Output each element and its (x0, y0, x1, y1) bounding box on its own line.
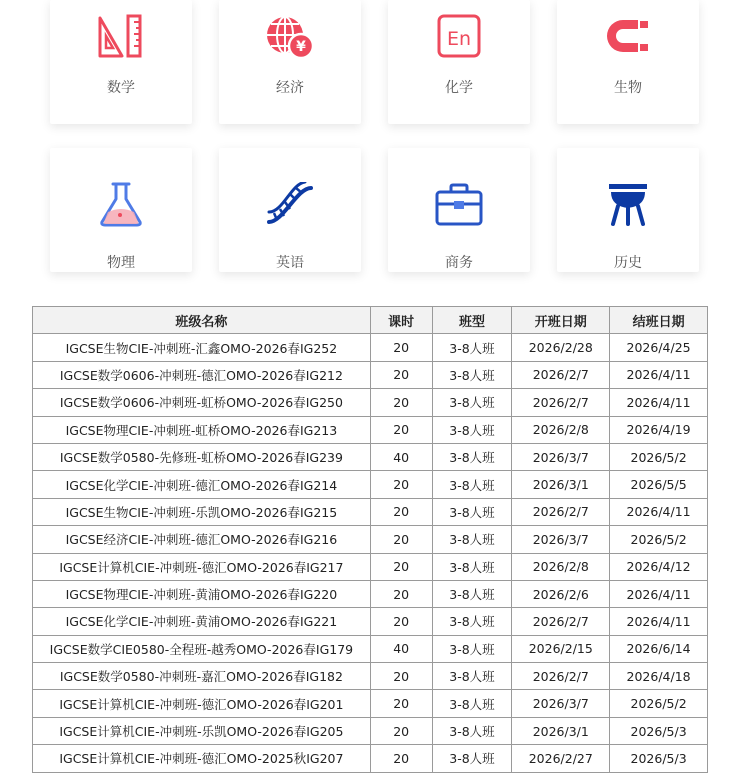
cell-start-date: 2026/3/7 (512, 690, 610, 717)
subject-label-chemistry: 化学 (445, 80, 473, 96)
cell-start-date: 2026/2/7 (512, 663, 610, 690)
cell-end-date: 2026/4/11 (610, 498, 708, 525)
cell-hours: 20 (370, 334, 432, 361)
table-row (33, 526, 708, 553)
cell-hours: 20 (370, 745, 432, 772)
subject-label-math: 数学 (107, 80, 135, 96)
cell-class-name: IGCSE数学0580-先修班-虹桥OMO-2026春IG239 (33, 443, 371, 470)
subject-label-economics: 经济 (276, 80, 304, 96)
cell-start-date: 2026/3/1 (512, 717, 610, 744)
subject-card-math[interactable] (50, 0, 192, 124)
table-row (33, 389, 708, 416)
table-row (33, 635, 708, 662)
cell-end-date: 2026/6/14 (610, 635, 708, 662)
cell-class-type: 3-8人班 (432, 635, 512, 662)
cell-class-name: IGCSE计算机CIE-冲刺班-德汇OMO-2025秋IG207 (33, 745, 371, 772)
subject-card-biology[interactable] (557, 0, 699, 124)
subject-card-economics[interactable] (219, 0, 361, 124)
element-en-icon (434, 14, 484, 60)
cell-end-date: 2026/5/2 (610, 526, 708, 553)
table-row (33, 334, 708, 361)
cell-start-date: 2026/2/8 (512, 416, 610, 443)
cell-class-type: 3-8人班 (432, 443, 512, 470)
table-body (33, 334, 708, 772)
subject-card-physics[interactable] (50, 148, 192, 272)
table-row (33, 471, 708, 498)
cell-hours: 20 (370, 608, 432, 635)
subject-label-business: 商务 (445, 255, 473, 271)
ding-vessel-icon (603, 182, 653, 228)
cell-hours: 20 (370, 663, 432, 690)
cell-class-type: 3-8人班 (432, 745, 512, 772)
cell-end-date: 2026/4/18 (610, 663, 708, 690)
dna-icon (265, 182, 315, 228)
cell-hours: 20 (370, 498, 432, 525)
cell-class-type: 3-8人班 (432, 526, 512, 553)
cell-class-name: IGCSE化学CIE-冲刺班-黄浦OMO-2026春IG221 (33, 608, 371, 635)
cell-class-type: 3-8人班 (432, 717, 512, 744)
cell-class-type: 3-8人班 (432, 553, 512, 580)
cell-hours: 20 (370, 717, 432, 744)
briefcase-icon (434, 182, 484, 228)
cell-hours: 20 (370, 526, 432, 553)
subject-label-biology: 生物 (614, 80, 642, 96)
cell-start-date: 2026/3/1 (512, 471, 610, 498)
subject-label-history: 历史 (614, 255, 642, 271)
cell-start-date: 2026/3/7 (512, 443, 610, 470)
cell-start-date: 2026/2/27 (512, 745, 610, 772)
svg-text:¥: ¥ (296, 39, 306, 55)
cell-end-date: 2026/4/11 (610, 361, 708, 388)
cell-class-type: 3-8人班 (432, 498, 512, 525)
cell-end-date: 2026/4/19 (610, 416, 708, 443)
cell-hours: 20 (370, 580, 432, 607)
cell-class-type: 3-8人班 (432, 471, 512, 498)
cell-start-date: 2026/3/7 (512, 526, 610, 553)
cell-end-date: 2026/4/12 (610, 553, 708, 580)
svg-text:En: En (446, 28, 472, 50)
cell-class-type: 3-8人班 (432, 690, 512, 717)
cell-end-date: 2026/5/3 (610, 717, 708, 744)
subject-label-english: 英语 (276, 255, 304, 271)
cell-class-name: IGCSE化学CIE-冲刺班-德汇OMO-2026春IG214 (33, 471, 371, 498)
cell-start-date: 2026/2/7 (512, 498, 610, 525)
cell-start-date: 2026/2/7 (512, 608, 610, 635)
table-row (33, 361, 708, 388)
cell-class-type: 3-8人班 (432, 663, 512, 690)
cell-end-date: 2026/4/25 (610, 334, 708, 361)
subject-card-history[interactable] (557, 148, 699, 272)
cell-class-name: IGCSE计算机CIE-冲刺班-德汇OMO-2026春IG201 (33, 690, 371, 717)
header-start-date: 开班日期 (512, 307, 610, 334)
cell-end-date: 2026/5/2 (610, 443, 708, 470)
table-header-row (33, 307, 708, 334)
cell-start-date: 2026/2/6 (512, 580, 610, 607)
table-row (33, 717, 708, 744)
cell-class-name: IGCSE计算机CIE-冲刺班-德汇OMO-2026春IG217 (33, 553, 371, 580)
class-schedule-table (32, 306, 708, 773)
cell-end-date: 2026/4/11 (610, 580, 708, 607)
table-row (33, 580, 708, 607)
cell-hours: 20 (370, 471, 432, 498)
subject-card-chemistry[interactable] (388, 0, 530, 124)
cell-class-name: IGCSE计算机CIE-冲刺班-乐凯OMO-2026春IG205 (33, 717, 371, 744)
table-row (33, 690, 708, 717)
cell-start-date: 2026/2/8 (512, 553, 610, 580)
cell-end-date: 2026/5/2 (610, 690, 708, 717)
header-class-name: 班级名称 (33, 307, 371, 334)
cell-hours: 40 (370, 443, 432, 470)
subject-label-physics: 物理 (107, 255, 135, 271)
cell-class-name: IGCSE生物CIE-冲刺班-汇鑫OMO-2026春IG252 (33, 334, 371, 361)
header-hours: 课时 (370, 307, 432, 334)
cell-class-name: IGCSE数学0580-冲刺班-嘉汇OMO-2026春IG182 (33, 663, 371, 690)
cell-class-name: IGCSE数学CIE0580-全程班-越秀OMO-2026春IG179 (33, 635, 371, 662)
cell-class-name: IGCSE物理CIE-冲刺班-黄浦OMO-2026春IG220 (33, 580, 371, 607)
cell-end-date: 2026/4/11 (610, 389, 708, 416)
globe-yen-icon (265, 14, 315, 60)
cell-class-type: 3-8人班 (432, 361, 512, 388)
table-row (33, 443, 708, 470)
header-class-type: 班型 (432, 307, 512, 334)
subject-card-english[interactable] (219, 148, 361, 272)
cell-class-type: 3-8人班 (432, 334, 512, 361)
cell-hours: 20 (370, 690, 432, 717)
cell-hours: 20 (370, 361, 432, 388)
subject-card-business[interactable] (388, 148, 530, 272)
cell-class-name: IGCSE数学0606-冲刺班-虹桥OMO-2026春IG250 (33, 389, 371, 416)
cell-hours: 20 (370, 389, 432, 416)
flask-icon (96, 182, 146, 228)
cell-class-type: 3-8人班 (432, 416, 512, 443)
cell-class-name: IGCSE生物CIE-冲刺班-乐凯OMO-2026春IG215 (33, 498, 371, 525)
table-row (33, 745, 708, 772)
cell-end-date: 2026/4/11 (610, 608, 708, 635)
cell-class-name: IGCSE数学0606-冲刺班-德汇OMO-2026春IG212 (33, 361, 371, 388)
cell-end-date: 2026/5/5 (610, 471, 708, 498)
cell-class-type: 3-8人班 (432, 608, 512, 635)
cell-start-date: 2026/2/15 (512, 635, 610, 662)
cell-hours: 40 (370, 635, 432, 662)
table-row (33, 553, 708, 580)
cell-start-date: 2026/2/7 (512, 361, 610, 388)
cell-hours: 20 (370, 553, 432, 580)
cell-class-name: IGCSE经济CIE-冲刺班-德汇OMO-2026春IG216 (33, 526, 371, 553)
cell-start-date: 2026/2/7 (512, 389, 610, 416)
cell-start-date: 2026/2/28 (512, 334, 610, 361)
cell-class-type: 3-8人班 (432, 389, 512, 416)
magnet-icon (603, 14, 653, 60)
header-end-date: 结班日期 (610, 307, 708, 334)
ruler-triangle-icon (96, 14, 146, 60)
table-row (33, 663, 708, 690)
cell-end-date: 2026/5/3 (610, 745, 708, 772)
cell-class-type: 3-8人班 (432, 580, 512, 607)
table-row (33, 416, 708, 443)
table-row (33, 608, 708, 635)
cell-hours: 20 (370, 416, 432, 443)
cell-class-name: IGCSE物理CIE-冲刺班-虹桥OMO-2026春IG213 (33, 416, 371, 443)
table-row (33, 498, 708, 525)
